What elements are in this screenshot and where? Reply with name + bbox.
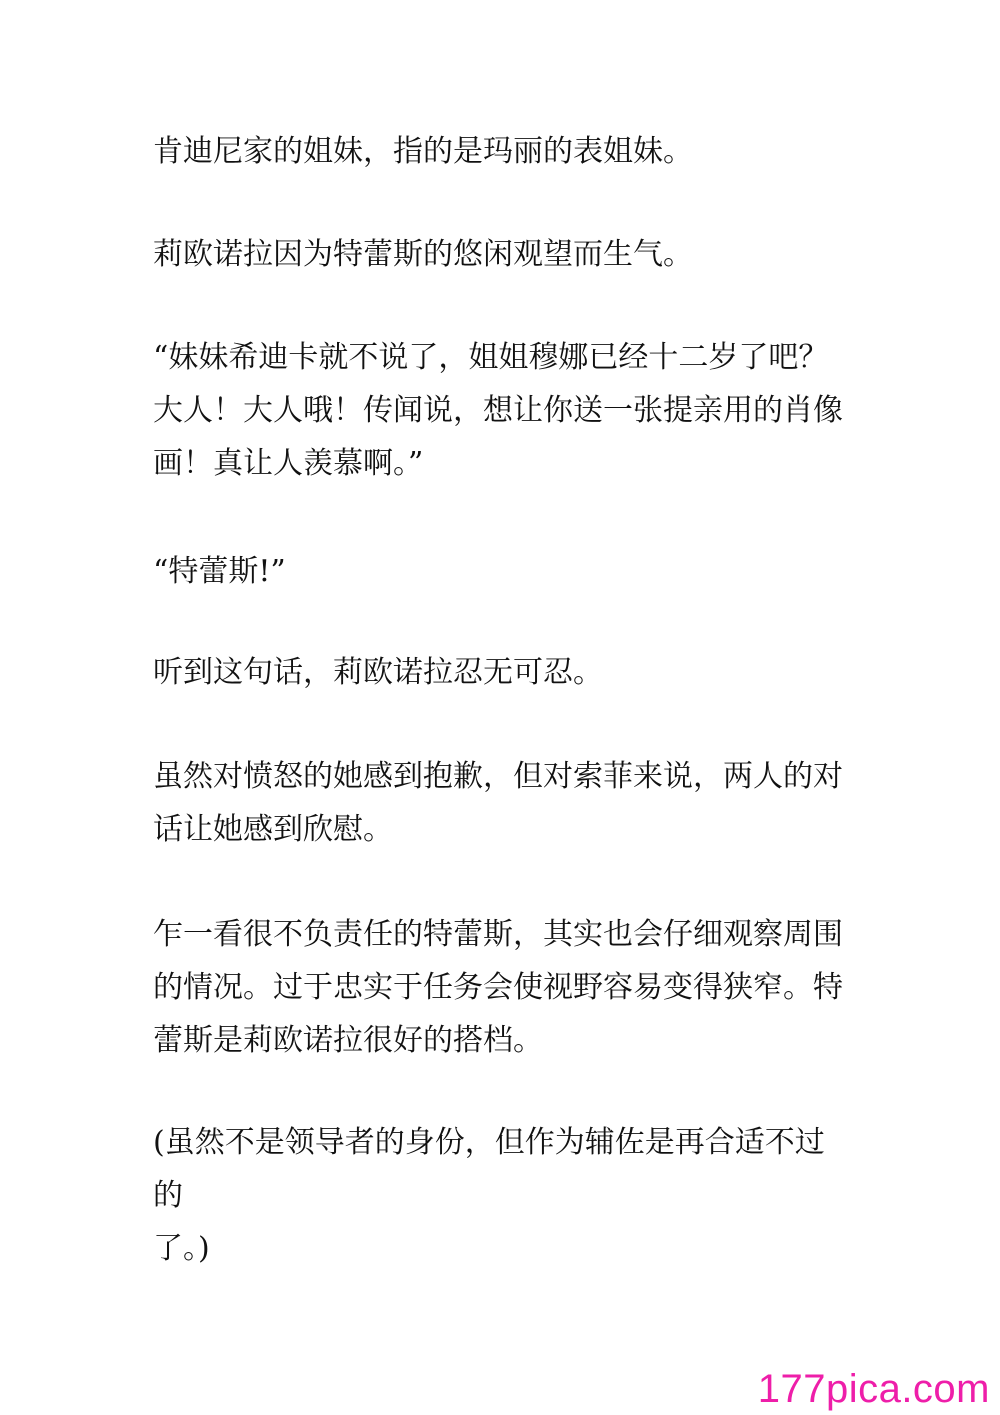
paragraph-3 — [153, 331, 853, 490]
text-line: 话让她感到欣慰。 — [153, 812, 393, 847]
text-line: 了。) — [153, 1231, 210, 1266]
paragraph-5 — [153, 646, 853, 699]
paragraph-6 — [153, 750, 853, 856]
text-line: 的情况。过于忠实于任务会使视野容易变得狭窄。特 — [153, 970, 843, 1005]
text-line: 乍一看很不负责任的特蕾斯，其实也会仔细观察周围 — [153, 917, 843, 952]
text-line: “特蕾斯!” — [153, 554, 286, 589]
paragraph-7 — [153, 908, 853, 1067]
text-line: “妹妹希迪卡就不说了，姐姐穆娜已经十二岁了吧？ — [153, 340, 829, 375]
text-line: 莉欧诺拉因为特蕾斯的悠闲观望而生气。 — [153, 237, 693, 272]
text-line: 画！真让人羡慕啊。” — [153, 446, 424, 481]
text-line: 听到这句话，莉欧诺拉忍无可忍。 — [153, 655, 603, 690]
paragraph-1 — [153, 125, 853, 178]
paragraph-2 — [153, 228, 853, 281]
text-line: (虽然不是领导者的身份，但作为辅佐是再合适不过的 — [153, 1125, 825, 1213]
text-line: 虽然对愤怒的她感到抱歉，但对索菲来说，两人的对 — [153, 759, 843, 794]
text-line: 大人！大人哦！传闻说，想让你送一张提亲用的肖像 — [153, 393, 843, 428]
paragraph-4 — [153, 545, 853, 598]
text-line: 蕾斯是莉欧诺拉很好的搭档。 — [153, 1023, 543, 1058]
text-line: 肯迪尼家的姐妹，指的是玛丽的表姐妹。 — [153, 134, 693, 169]
site-watermark: 177pica.com — [757, 1367, 990, 1411]
paragraph-8 — [153, 1116, 853, 1275]
